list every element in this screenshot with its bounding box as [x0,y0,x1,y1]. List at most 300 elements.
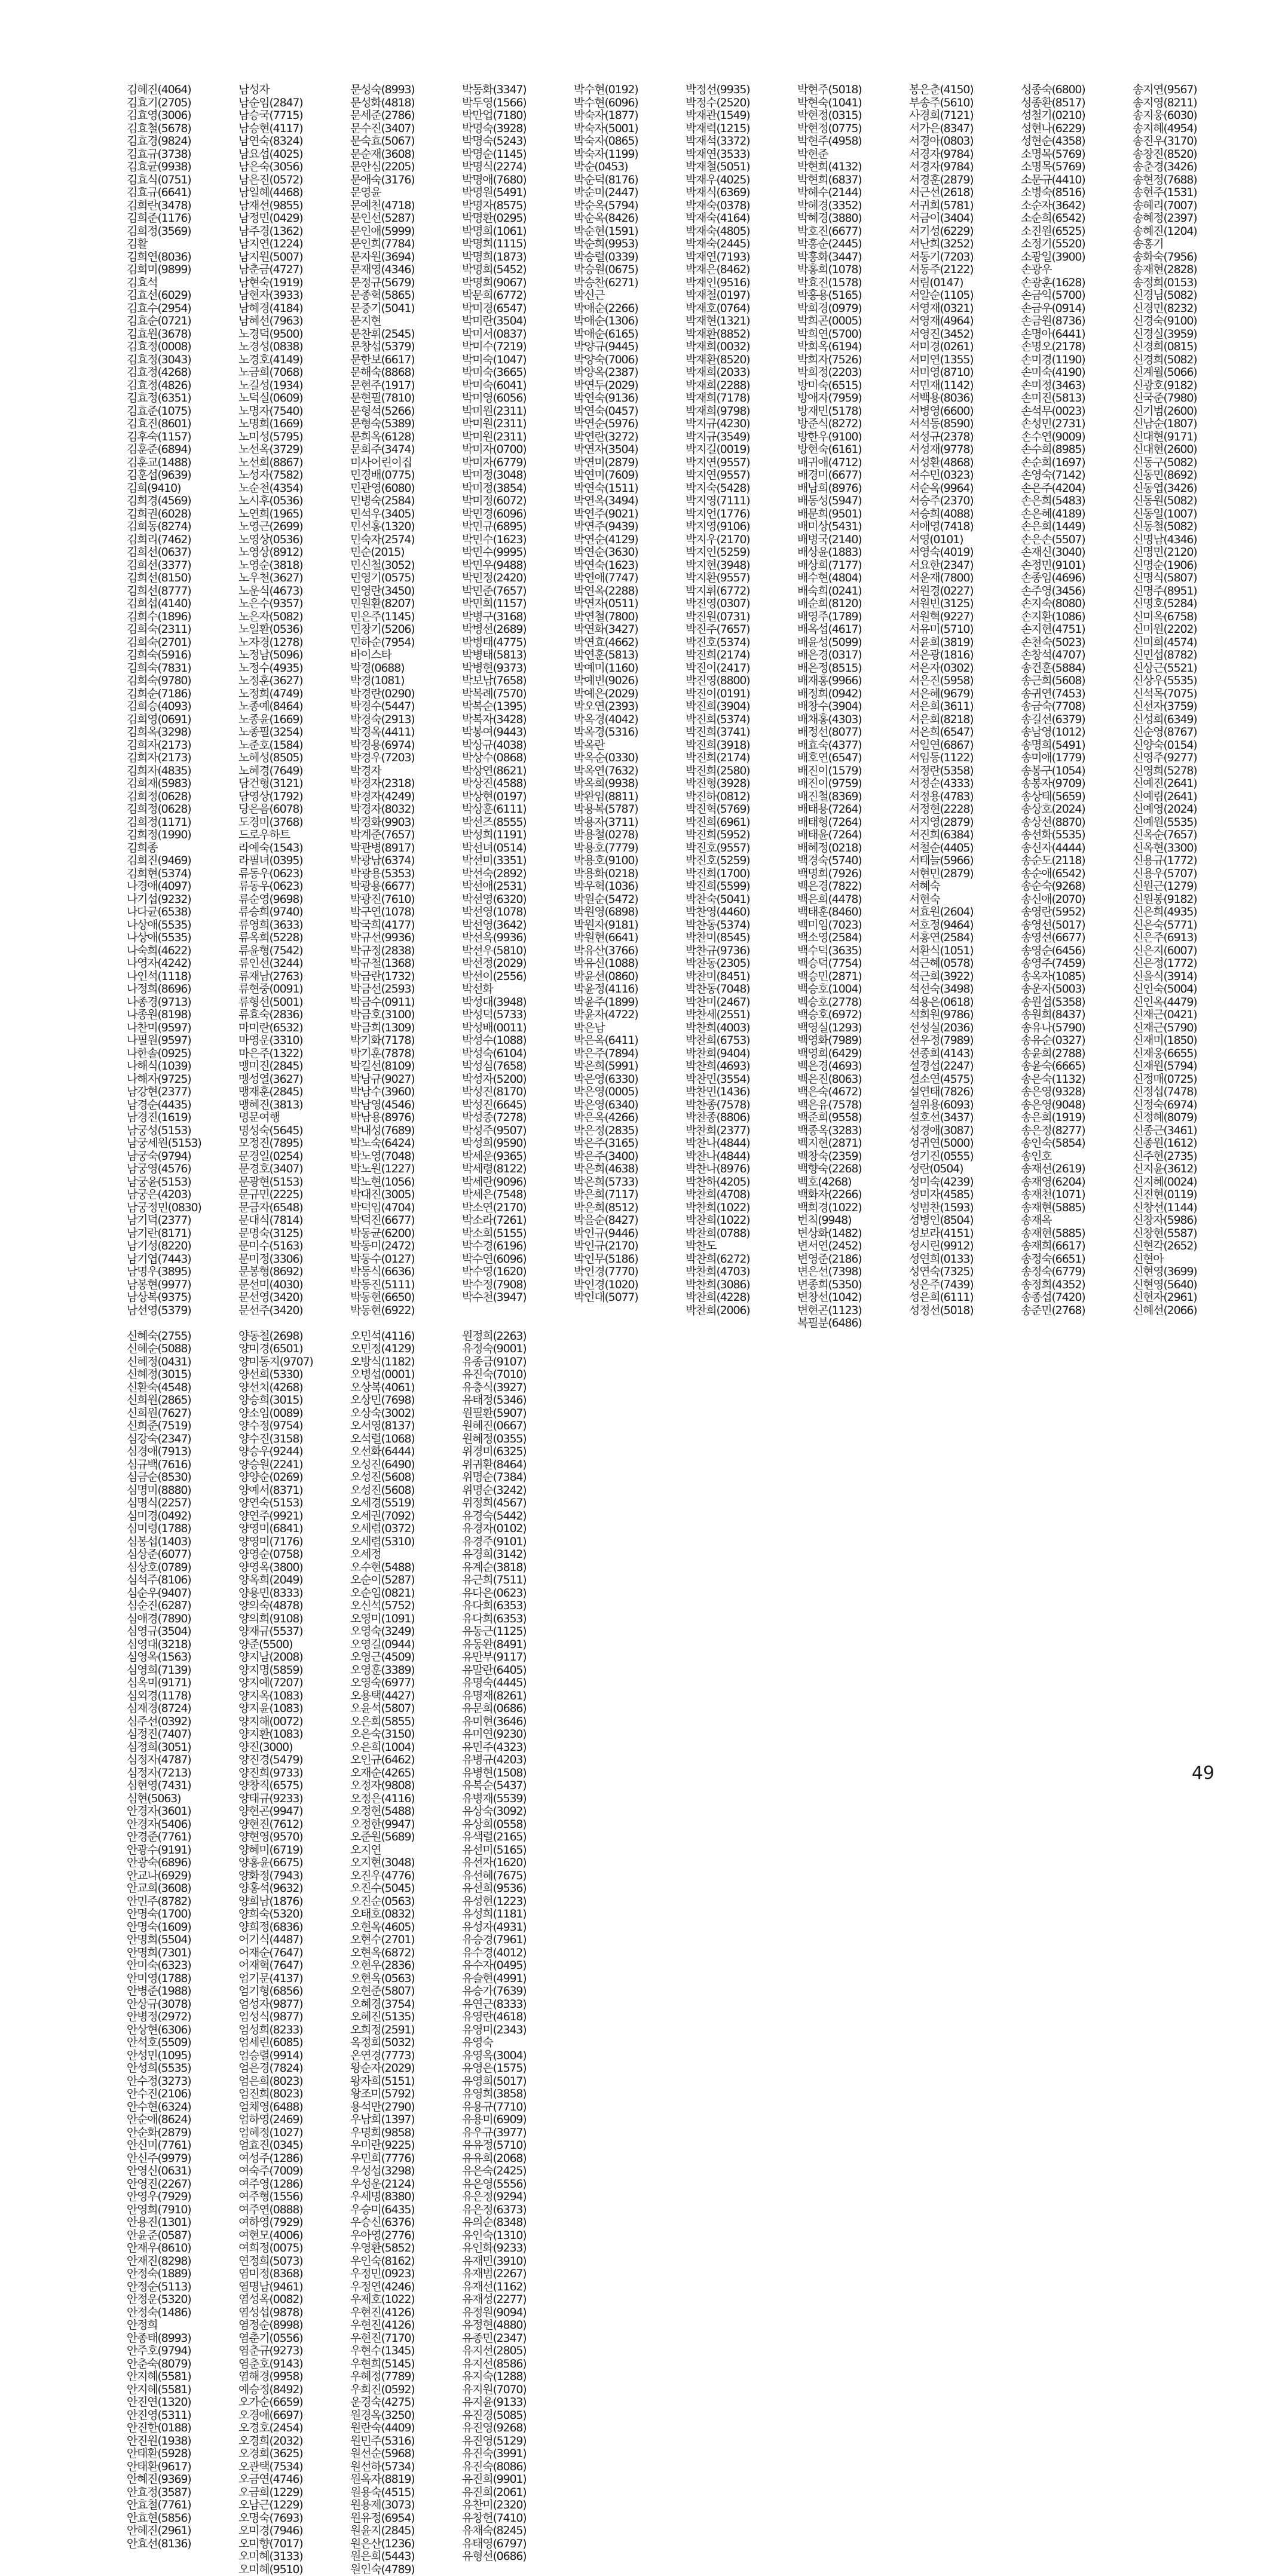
name-entry: 심애경(7890) [127,1613,238,1626]
name-entry: 서영(0101) [909,534,1021,547]
name-entry: 유종민(2347) [462,2332,574,2345]
name-entry: 여주영(1286) [238,2178,350,2191]
name-column [462,84,574,1330]
name-entry: 민은주(1145) [350,611,462,624]
name-entry: 유승가(7639) [462,1985,574,1998]
name-entry: 박동현(6922) [350,1304,462,1318]
name-entry: 심강숙(2347) [127,1433,238,1446]
name-entry: 문애숙(3176) [350,174,462,187]
page-number: 49 [1192,1763,1214,1784]
name-entry: 염춘호(9143) [238,2358,350,2371]
name-entry: 유유정(5710) [462,2139,574,2152]
name-entry: 서원경(0227) [909,585,1021,598]
name-entry: 엄효진(0345) [238,2139,350,2152]
name-entry: 오미혜(3133) [238,2550,350,2563]
name-entry: 원윤지(2845) [350,2525,462,2538]
name-entry: 나인석(1118) [127,970,238,984]
name-entry: 박애순(6165) [574,328,686,341]
name-entry: 박순현(1591) [574,225,686,238]
name-entry: 양창직(6575) [238,1779,350,1793]
name-entry: 성경애(3087) [909,1125,1021,1138]
name-entry: 오현옥(6872) [350,1947,462,1960]
name-entry: 안진연(1320) [127,2396,238,2409]
name-entry: 김효철(5678) [127,122,238,136]
name-entry: 유성희(1181) [462,1908,574,1921]
name-entry: 남순임(2847) [238,97,350,110]
name-entry: 유채숙(8245) [462,2525,574,2538]
name-entry: 박명식(2274) [462,161,574,174]
name-entry: 담건형(3121) [238,777,350,791]
name-entry: 심상호(0789) [127,1561,238,1575]
name-entry: 신재근(5790) [1133,1022,1244,1035]
name-entry: 문한보(6617) [350,354,462,367]
name-entry: 박정수(2520) [686,97,797,110]
name-entry: 손은희(5483) [1021,495,1133,508]
name-entry: 심봉섭(1403) [127,1536,238,1549]
name-entry: 소순희(6542) [1021,212,1133,225]
name-entry: 노길성(1934) [238,379,350,393]
name-entry: 양진(3000) [238,1741,350,1754]
name-entry: 여하영(7929) [238,2216,350,2229]
name-entry: 박양옥(2387) [574,366,686,379]
name-entry: 박수영(1620) [462,1266,574,1279]
name-entry: 김효식(0751) [127,174,238,187]
name-entry: 배동성(5947) [797,495,909,508]
name-entry: 양영순(0758) [238,1548,350,1561]
name-entry: 송영주(7459) [1021,957,1133,970]
name-entry: 박남규(9027) [350,1073,462,1086]
name-entry: 박연자(0511) [574,598,686,611]
name-entry: 박찬하(4205) [686,1176,797,1189]
name-entry: 신명식(5807) [1133,572,1244,585]
name-entry: 박병현(9373) [462,662,574,675]
name-entry: 노성자(7582) [238,469,350,482]
name-entry: 심영규(3504) [127,1625,238,1638]
name-entry: 안명숙(1700) [127,1908,238,1921]
name-entry: 서임동(1122) [909,752,1021,765]
name-entry: 민창기(5206) [350,623,462,636]
name-entry: 손미숙(4190) [1021,366,1133,379]
name-entry: 위정희(4567) [462,1497,574,1510]
name-entry: 원은산(1236) [350,2538,462,2551]
name-entry: 백은진(8063) [797,1073,909,1086]
name-entry: 서동주(2122) [909,264,1021,277]
name-entry: 양양순(0269) [238,1471,350,1484]
name-entry: 신영희(5278) [1133,765,1244,778]
name-entry: 남은진(0572) [238,174,350,187]
name-entry: 원은희(5443) [350,2550,462,2563]
name-entry: 류영희(3633) [238,919,350,932]
name-entry: 박진원(0731) [686,611,797,624]
name-entry: 봉은춘(4150) [909,84,1021,97]
name-entry: 오정자(9808) [350,1779,462,1793]
name-entry: 백태훈(8460) [797,906,909,919]
name-entry: 양미동지(9707) [238,1356,350,1369]
name-entry: 김혜진(4064) [127,84,238,97]
name-entry: 여희정(0075) [238,2242,350,2255]
name-entry: 신명민(2120) [1133,546,1244,559]
name-entry: 신명주(8951) [1133,585,1244,598]
name-entry: 박유산(3766) [574,945,686,958]
name-entry: 신경민(8232) [1133,302,1244,316]
name-entry: 서경훈(2879) [909,174,1021,187]
name-entry: 손영숙(7142) [1021,469,1133,482]
name-entry: 박찬종(8806) [686,1111,797,1125]
name-entry: 문선미(4030) [238,1279,350,1292]
name-entry: 원경옥(3250) [350,2409,462,2422]
name-entry: 양태규(9233) [238,1793,350,1806]
name-entry: 신창현(5587) [1133,1227,1244,1240]
name-entry: 신정섭(7478) [1133,1086,1244,1099]
name-entry: 송재현(2828) [1133,264,1244,277]
name-entry: 송상호(2024) [1021,803,1133,816]
name-entry: 박재현(1321) [686,315,797,328]
name-entry: 백지현(2871) [797,1137,909,1150]
name-entry: 오남근(1229) [238,2499,350,2512]
name-entry: 박재연(3533) [686,148,797,161]
name-entry: 박재연(7193) [686,251,797,264]
name-entry: 나종경(9713) [127,996,238,1009]
name-entry: 방재민(5178) [797,405,909,418]
name-entry: 민경배(0775) [350,469,462,482]
name-entry: 박연숙(0457) [574,405,686,418]
name-entry: 유성자(4931) [462,1921,574,1934]
name-entry: 박수경(6196) [462,1240,574,1253]
name-entry: 유은정(9294) [462,2191,574,2204]
name-entry: 안윤준(0587) [127,2229,238,2243]
name-entry: 김희선(0637) [127,546,238,559]
name-entry: 안명희(5504) [127,1934,238,1947]
name-entry: 노영근(2699) [238,520,350,534]
name-entry: 송혜리(7007) [1133,200,1244,213]
name-entry: 심정자(4787) [127,1754,238,1767]
name-entry: 안석호(5509) [127,2036,238,2050]
name-entry: 양의희(9108) [238,1613,350,1626]
name-entry: 설위용(6093) [909,1099,1021,1112]
name-entry: 백은유(7578) [797,1099,909,1112]
name-entry: 송봉구(1054) [1021,765,1133,778]
name-entry: 모정진(7895) [238,1137,350,1150]
name-entry: 유영미(2343) [462,2024,574,2037]
name-entry: 송남영(1012) [1021,726,1133,739]
name-entry: 신명남(4346) [1133,534,1244,547]
name-entry: 안진한(0188) [127,2422,238,2435]
name-entry: 엄승렬(9914) [238,2050,350,2063]
name-entry: 서효원(2604) [909,906,1021,919]
name-entry: 양영옥(3800) [238,1561,350,1575]
name-entry: 박민정(2420) [462,572,574,585]
name-entry: 손성민(2731) [1021,418,1133,431]
name-entry: 신재원(5794) [1133,1060,1244,1073]
name-entry: 배창수(3904) [797,700,909,713]
name-entry: 안종태(8993) [127,2332,238,2345]
name-entry: 신예림(2641) [1133,791,1244,804]
name-entry: 박경자(8032) [350,803,462,816]
name-entry: 배진이(1579) [797,765,909,778]
name-entry: 유색렬(2165) [462,1831,574,1844]
name-entry: 박관병(8917) [350,842,462,855]
name-entry: 신성희(6349) [1133,713,1244,727]
name-entry: 남명우(3895) [127,1266,238,1279]
name-entry: 박희경(0979) [797,302,909,316]
name-entry: 박찬미(8451) [686,970,797,984]
name-entry: 김희진(9469) [127,854,238,868]
name-entry: 신현아 [1133,1253,1244,1266]
name-entry: 서가은(8347) [909,122,1021,136]
name-entry: 남현자(3933) [238,289,350,302]
name-entry: 남성자 [238,84,350,97]
name-entry: 나숙희(4622) [127,945,238,958]
name-entry: 신동일(1007) [1133,508,1244,521]
name-entry: 신경희(0815) [1133,341,1244,354]
name-entry: 박미숙(6041) [462,379,574,393]
name-entry: 오경호(2454) [238,2422,350,2435]
name-entry: 박진혁(5769) [686,803,797,816]
name-entry: 오영미(1091) [350,1613,462,1626]
name-entry: 송정숙(6779) [1021,1266,1133,1279]
name-entry: 유경주(9101) [462,1536,574,1549]
name-entry: 방한우(9100) [797,431,909,444]
name-column [686,84,797,1330]
name-entry: 박연숙(1511) [574,482,686,495]
name-entry: 유재민(3910) [462,2255,574,2268]
name-entry: 박현숙(1041) [797,97,909,110]
name-entry: 심외경(1178) [127,1690,238,1703]
name-entry: 박연주(9439) [574,520,686,534]
name-entry: 박민우(9488) [462,559,574,572]
name-entry: 오상복(4061) [350,1382,462,1395]
name-entry: 남혜경(4184) [238,302,350,316]
name-entry: 송정희(4352) [1021,1279,1133,1292]
name-entry: 박원자(9181) [574,919,686,932]
name-entry: 박노숙(6424) [350,1137,462,1150]
name-entry: 박명자(8575) [462,200,574,213]
name-entry: 남현숙(1919) [238,277,350,290]
name-entry: 문지현 [350,315,462,328]
name-entry: 서홍연(2584) [909,932,1021,945]
name-column [238,1330,350,2576]
name-entry: 박연순(4129) [574,534,686,547]
name-entry: 박병태(5813) [462,649,574,662]
name-entry: 박은주(3165) [574,1137,686,1150]
name-entry: 서수민(0323) [909,469,1021,482]
name-entry: 유진희(9901) [462,2473,574,2486]
name-entry: 문봉형(8692) [238,1266,350,1279]
name-entry: 노종필(3254) [238,726,350,739]
name-entry: 우정민(0923) [350,2268,462,2281]
name-entry: 안교나(6929) [127,1870,238,1883]
name-entry: 변창선(1042) [797,1291,909,1304]
name-entry: 류인선(3244) [238,957,350,970]
name-entry: 유명재(8261) [462,1690,574,1703]
name-entry: 박찬희(0788) [686,1227,797,1240]
name-entry: 신정혜(8079) [1133,1111,1244,1125]
name-entry: 박덕진(6677) [350,1214,462,1227]
name-entry: 성귀연(5000) [909,1137,1021,1150]
name-entry: 신인숙(5004) [1133,983,1244,996]
name-entry: 신정매(0725) [1133,1073,1244,1086]
name-entry: 박미자(0700) [462,443,574,457]
name-entry: 온연경(7773) [350,2050,462,2063]
name-entry: 오세정 [350,1548,462,1561]
name-entry: 안광숙(6896) [127,1857,238,1870]
name-entry: 문성화(4818) [350,97,462,110]
name-entry: 노정수(4935) [238,662,350,675]
name-entry: 유정숙(9001) [462,1343,574,1356]
name-entry: 송순숙(9268) [1021,880,1133,893]
name-entry: 남기덕(2377) [127,1214,238,1227]
name-entry: 선성실(2036) [909,1022,1021,1035]
name-entry: 박선미(3351) [462,854,574,868]
name-entry: 김효정(4268) [127,366,238,379]
name-entry: 박순덕(8176) [574,174,686,187]
name-entry: 배태형(7264) [797,816,909,829]
name-entry: 안지혜(5581) [127,2384,238,2397]
name-entry: 박애순(1306) [574,315,686,328]
name-entry: 박세운(9365) [462,1150,574,1163]
name-entry: 박찬종(7578) [686,1099,797,1112]
name-entry: 원민주(5316) [350,2435,462,2448]
name-entry: 서원빈(3125) [909,598,1021,611]
name-entry: 박남용(8976) [350,1111,462,1125]
name-entry: 안순애(8624) [127,2114,238,2127]
name-entry: 오병섭(0001) [350,1368,462,1382]
name-entry: 신동민(8692) [1133,469,1244,482]
name-entry: 김희정(0628) [127,791,238,804]
name-entry: 노일환(0536) [238,623,350,636]
name-entry: 안영진(2267) [127,2178,238,2191]
name-entry: 신상근(5521) [1133,662,1244,675]
name-entry: 박성희(1191) [462,829,574,842]
name-entry: 박선녀(0514) [462,842,574,855]
name-entry: 안정숙(1486) [127,2307,238,2320]
name-entry: 김희경(4569) [127,495,238,508]
name-entry: 박국희(4177) [350,919,462,932]
name-entry: 박양규(9445) [574,341,686,354]
name-entry: 소정기(5520) [1021,238,1133,251]
name-entry: 오현우(2836) [350,1959,462,1972]
name-entry: 문인애(5999) [350,225,462,238]
name-entry: 오방식(1182) [350,1356,462,1369]
name-entry: 성종숙(6800) [1021,84,1133,97]
name-entry: 손종임(4696) [1021,572,1133,585]
name-entry: 박문희(6772) [462,289,574,302]
name-entry: 박상규(4038) [462,739,574,752]
name-entry: 노운식(4673) [238,585,350,598]
name-entry: 오경애(6697) [238,2409,350,2422]
name-entry: 박연옥(2288) [574,585,686,598]
name-entry: 박은남 [574,1022,686,1035]
name-entry: 박현정(0775) [797,122,909,136]
name-entry: 양홍윤(6675) [238,1857,350,1870]
name-entry: 석근희(3922) [909,970,1021,984]
name-entry: 김효진(8601) [127,418,238,431]
name-entry: 양지예(7207) [238,1677,350,1690]
name-entry: 염해경(9958) [238,2370,350,2384]
name-entry: 오윤석(5807) [350,1702,462,1716]
name-entry: 유영희(5017) [462,2075,574,2088]
name-entry: 오신석(5752) [350,1600,462,1613]
name-entry: 박진희(2174) [686,649,797,662]
name-entry: 양지남(2008) [238,1651,350,1664]
name-entry: 양선희(5330) [238,1368,350,1382]
name-entry: 서혜숙 [909,880,1021,893]
name-entry: 백경숙(5740) [797,854,909,868]
name-entry: 오준원(5689) [350,1831,462,1844]
name-entry: 남재선(9855) [238,200,350,213]
name-entry: 박지영(7111) [686,495,797,508]
name-entry: 김희리(7462) [127,534,238,547]
name-entry: 신재웅(6655) [1133,1047,1244,1061]
name-entry: 드로우하트 [238,829,350,842]
name-entry: 손명오(2178) [1021,341,1133,354]
name-entry: 마은주(1322) [238,1047,350,1061]
name-entry: 박상연(8621) [462,765,574,778]
name-entry: 안순화(2879) [127,2127,238,2140]
name-entry: 유정원(9094) [462,2307,574,2320]
name-entry: 박윤정(4116) [574,983,686,996]
name-entry: 박경자(2318) [350,777,462,791]
name-entry: 박명희(1873) [462,251,574,264]
name-entry: 방현숙(6161) [797,443,909,457]
name-entry: 김희영(0691) [127,713,238,727]
name-entry: 라예숙(1543) [238,842,350,855]
name-entry: 박지연(9557) [686,469,797,482]
name-entry: 박지숙(5428) [686,482,797,495]
name-entry: 안경자(3601) [127,1805,238,1818]
name-entry: 오영숙(6977) [350,1677,462,1690]
name-entry: 송종섭(7420) [1021,1291,1133,1304]
name-entry: 유진경(5085) [462,2409,574,2422]
name-entry: 박상훈(6111) [462,803,574,816]
name-entry: 안광수(9191) [127,1844,238,1857]
name-entry: 오현준(5807) [350,1985,462,1998]
name-entry: 여주형(1556) [238,2191,350,2204]
name-entry: 남승국(7715) [238,109,350,122]
name-entry: 유경희(3142) [462,1548,574,1561]
name-entry: 성보라(4151) [909,1227,1021,1240]
name-entry: 김효정(3043) [127,354,238,367]
name-entry: 문자원(3694) [350,251,462,264]
name-entry: 박민수(9995) [462,546,574,559]
name-entry: 박재환(8520) [686,354,797,367]
name-entry: 서경자(9784) [909,148,1021,161]
name-entry: 박민수(1623) [462,534,574,547]
name-entry: 우인숙(8162) [350,2255,462,2268]
name-entry: 류동우(0623) [238,868,350,881]
name-entry: 우현진(4126) [350,2307,462,2320]
name-entry: 여성주(1286) [238,2152,350,2165]
name-entry: 남승현(4117) [238,122,350,136]
name-entry: 박민희(1157) [462,598,574,611]
name-entry: 서민재(1142) [909,379,1021,393]
name-entry: 유성현(1223) [462,1895,574,1909]
name-entry: 박금희(1309) [350,1022,462,1035]
name-entry: 박봉여(9443) [462,726,574,739]
name-entry: 서영재(0321) [909,302,1021,316]
name-entry: 김희수(1896) [127,611,238,624]
name-entry: 박용철(0278) [574,829,686,842]
name-entry: 박재인(9516) [686,277,797,290]
name-entry: 박지연(9557) [686,457,797,470]
name-entry: 유의순(8348) [462,2216,574,2229]
name-entry: 유진영(9268) [462,2422,574,2435]
name-entry: 서성규(2378) [909,431,1021,444]
name-entry: 손재신(3040) [1021,546,1133,559]
name-entry: 박은영(0005) [574,1086,686,1099]
name-entry: 사경희(7121) [909,109,1021,122]
name-entry: 박찬민(1436) [686,1086,797,1099]
